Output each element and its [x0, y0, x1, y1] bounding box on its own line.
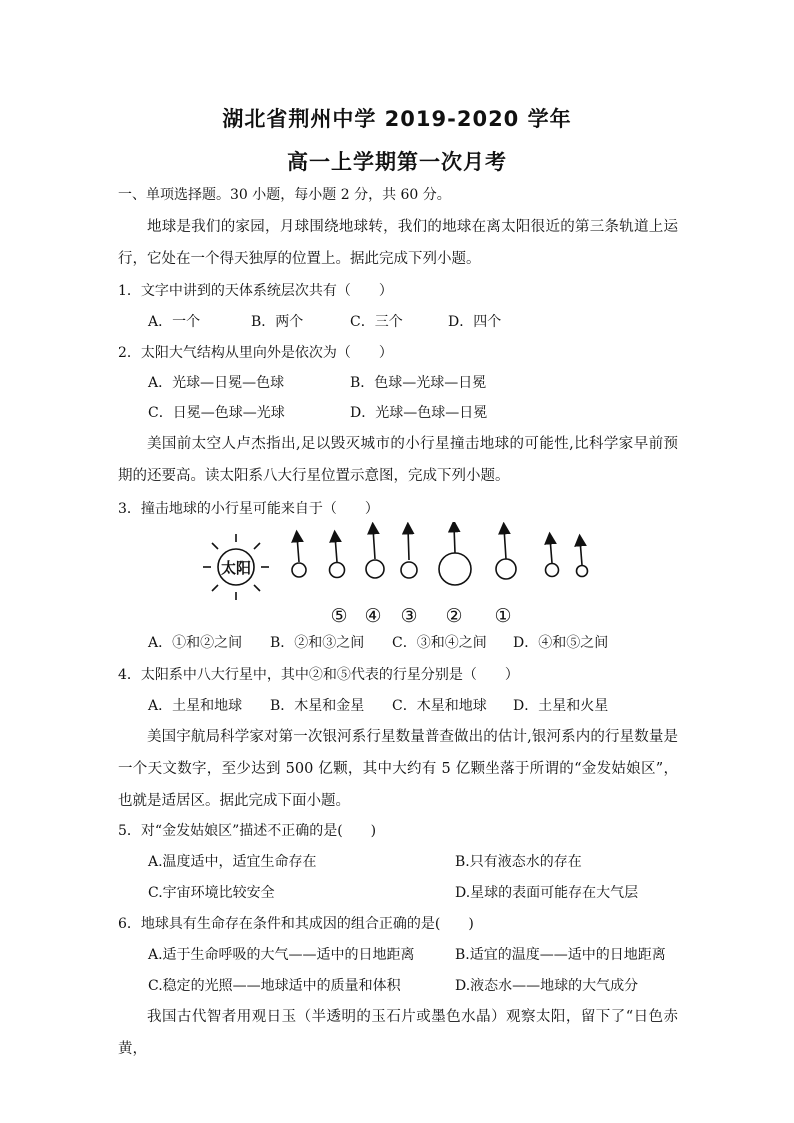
exam-title: 湖北省荆州中学 2019-2020 学年	[222, 107, 572, 131]
q3-option-b: B．②和③之间	[270, 635, 365, 651]
intro-passage-2: 美国前太空人卢杰指出,足以毁灭城市的小行星撞击地球的可能性,比科学家早前预期的还要高。读太阳系八大行星位置示意图，完成下列小题。	[118, 436, 678, 484]
intro-passage-3: 美国宇航局科学家对第一次银河系行星数量普查做出的估计,银河系内的行星数量是一个天文数字，至少达到 500 亿颗，其中大约有 5 亿颗坐落于所谓的“金发姑娘区”，也就是适居区。据此完成下面小题。	[118, 729, 678, 809]
planet-label-3: ③	[400, 605, 418, 627]
q1-option-a: A．一个	[148, 314, 201, 330]
q5-option-c: C.宇宙环境比较安全	[148, 885, 275, 901]
q3-option-c: C．③和④之间	[392, 635, 487, 651]
question-2-stem: 2．太阳大气结构从里向外是依次为（ ）	[118, 345, 393, 361]
q1-option-c: C．三个	[350, 314, 403, 330]
q6-option-a: A.适于生命呼吸的大气——适中的日地距离	[148, 947, 415, 963]
q3-option-d: D．④和⑤之间	[513, 635, 609, 651]
q5-option-a: A.温度适中，适宜生命存在	[148, 854, 317, 870]
question-1-stem: 1．文字中讲到的天体系统层次共有（ ）	[118, 283, 393, 299]
planet-label-4: ④	[364, 605, 382, 627]
q4-option-b: B．木星和金星	[270, 698, 365, 714]
q1-option-b: B．两个	[251, 314, 304, 330]
q4-option-c: C．木星和地球	[392, 698, 487, 714]
planet-mercury	[292, 563, 306, 577]
q4-option-d: D．土星和火星	[513, 698, 609, 714]
q2-option-a: A．光球—日冕—色球	[148, 375, 285, 391]
planet-earth	[366, 560, 384, 578]
solar-system-diagram	[195, 522, 605, 630]
q2-option-d: D．光球—色球—日冕	[350, 405, 488, 421]
q6-option-b: B.适宜的温度——适中的日地距离	[455, 947, 666, 963]
q5-option-b: B.只有液态水的存在	[455, 854, 582, 870]
intro-passage-1: 地球是我们的家园，月球围绕地球转，我们的地球在离太阳很近的第三条轨道上运行，它处在一个得天独厚的位置上。据此完成下列小题。	[118, 219, 678, 267]
q3-option-a: A．①和②之间	[148, 635, 243, 651]
planet-label-5: ⑤	[330, 605, 348, 627]
planet-label-1: ①	[494, 605, 512, 627]
q4-option-a: A．土星和地球	[148, 698, 243, 714]
planet-uranus	[546, 564, 559, 577]
question-5-stem: 5．对“金发姑娘区”描述不正确的是( )	[118, 823, 377, 839]
q6-option-d: D.液态水——地球的大气成分	[455, 978, 639, 994]
exam-subtitle: 高一上学期第一次月考	[287, 150, 507, 174]
question-6-stem: 6．地球具有生命存在条件和其成因的组合正确的是( )	[118, 916, 474, 932]
intro-passage-4: 我国古代智者用观日玉（半透明的玉石片或墨色水晶）观察太阳，留下了“日色赤黄，	[118, 1009, 678, 1057]
planet-mars	[401, 562, 417, 578]
planet-neptune	[577, 566, 588, 577]
planet-saturn	[496, 559, 516, 579]
section-heading: 一、单项选择题。30 小题，每小题 2 分，共 60 分。	[118, 187, 451, 203]
q5-option-d: D.星球的表面可能存在大气层	[455, 885, 639, 901]
planet-venus	[330, 563, 345, 578]
q2-option-c: C．日冕—色球—光球	[148, 405, 285, 421]
q6-option-c: C.稳定的光照——地球适中的质量和体积	[148, 978, 401, 994]
question-4-stem: 4．太阳系中八大行星中，其中②和⑤代表的行星分别是（ ）	[118, 667, 519, 683]
sun-icon	[203, 534, 269, 600]
sun-label: 太阳	[220, 559, 252, 577]
planet-label-2: ②	[445, 605, 463, 627]
planet-jupiter	[439, 553, 471, 585]
question-3-stem: 3．撞击地球的小行星可能来自于（ ）	[118, 501, 379, 517]
q2-option-b: B．色球—光球—日冕	[350, 375, 487, 391]
q1-option-d: D．四个	[448, 314, 502, 330]
